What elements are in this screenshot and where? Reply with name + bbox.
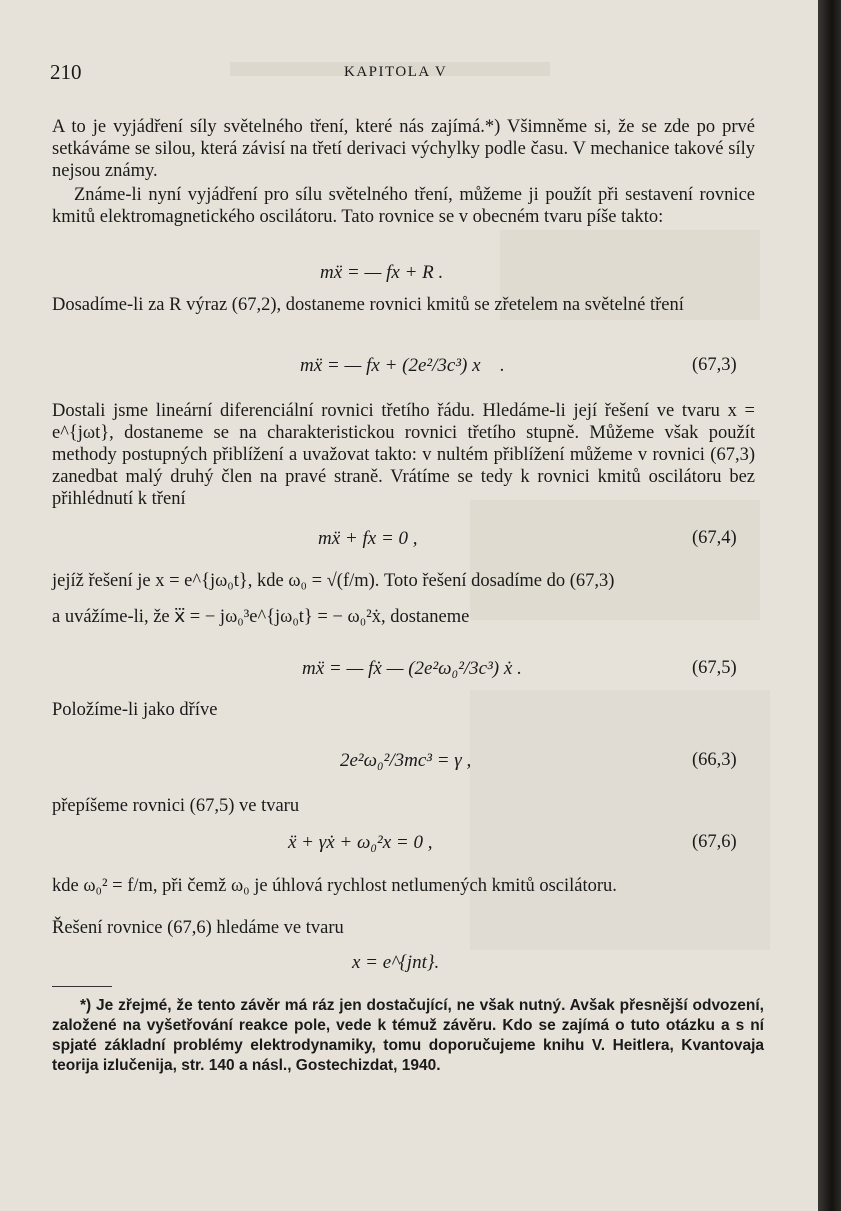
equation-67-6: ẍ + γẋ + ω₀²x = 0 , [288, 832, 433, 853]
paragraph-7: Položíme-li jako dříve [52, 700, 218, 720]
paragraph-3: Dosadíme-li za R výraz (67,2), dostaneme rovnici kmitů se zřetelem na světelné tření [52, 295, 684, 315]
bleed-through-texture [470, 500, 760, 620]
paragraph-6: a uvážíme-li, že x⃛ = − jω₀³e^{jω₀t} = − ω₀²ẋ, dostaneme [52, 607, 470, 627]
equation-number-67-3: (67,3) [692, 355, 737, 375]
book-gutter-shadow [818, 0, 841, 1211]
equation-number-66-3: (66,3) [692, 750, 737, 770]
equation-number-67-6: (67,6) [692, 832, 737, 852]
equation-67-3: mẍ = — fx + (2e²/3c³) x⃛ . [300, 355, 505, 376]
paragraph-10: Řešení rovnice (67,6) hledáme ve tvaru [52, 918, 344, 938]
footnote-marker: *) [80, 997, 92, 1014]
equation-final: x = e^{jnt}. [352, 952, 440, 973]
equation-general: mẍ = — fx + R . [320, 262, 444, 283]
footnote [52, 996, 764, 1076]
paragraph-9: kde ω₀² = f/m, při čemž ω₀ je úhlová rychlost netlumených kmitů oscilátoru. [52, 876, 617, 896]
paragraph-5: jejíž řešení je x = e^{jω₀t}, kde ω₀ = √(f/m). Toto řešení dosadíme do (67,3) [52, 571, 615, 591]
paragraph-8: přepíšeme rovnici (67,5) ve tvaru [52, 796, 300, 816]
bleed-through-texture [470, 690, 770, 950]
page-number: 210 [50, 60, 82, 84]
paragraph-4: Dostali jsme lineární diferenciální rovnici třetího řádu. Hledáme-li její řešení ve tvaru x = e^{jωt}, dostaneme se na charakteristickou rovnici třetího stupně. Můžeme však použít methody postupných přiblížení a uvažovat takto: v nultém přiblížení můžeme v rovnici (67,3) zanedbat malý druhý člen na pravé straně. Vrátíme se tedy k rovnici kmitů oscilátoru bez přihlédnutí k tření [52, 401, 755, 509]
equation-number-67-5: (67,5) [692, 658, 737, 678]
chapter-title: KAPITOLA V [344, 64, 448, 80]
equation-67-5: mẍ = — fẋ — (2e²ω₀²/3c³) ẋ . [302, 658, 522, 679]
equation-number-67-4: (67,4) [692, 528, 737, 548]
equation-66-3: 2e²ω₀²/3mc³ = γ , [340, 750, 472, 771]
paragraph-1: A to je vyjádření síly světelného tření, které nás zajímá.*) Všimněme si, že se zde po prvé setkáváme se silou, která závisí na třetí derivaci výchylky podle času. V mechanice takové síly nejsou známy. [52, 117, 755, 181]
equation-67-4: mẍ + fx = 0 , [318, 528, 418, 549]
footnote-text: Je zřejmé, že tento závěr má ráz jen dostačující, ne však nutný. Avšak přesnější odvození, založené na vyšetřování reakce pole, vede k témuž závěru. Kdo se zajímá o tuto otázku a s ní spjaté základní problémy elektrodynamiky, tomu doporučujeme knihu V. Heitlera, Kvantovaja teorija izlučenija, str. 140 a násl., Gostechizdat, 1940. [52, 997, 764, 1074]
footnote-divider [52, 986, 112, 987]
paragraph-2: Známe-li nyní vyjádření pro sílu světelného tření, můžeme ji použít při sestavení rovnice kmitů elektromagnetického oscilátoru. Tato rovnice se v obecném tvaru píše takto: [52, 185, 755, 227]
